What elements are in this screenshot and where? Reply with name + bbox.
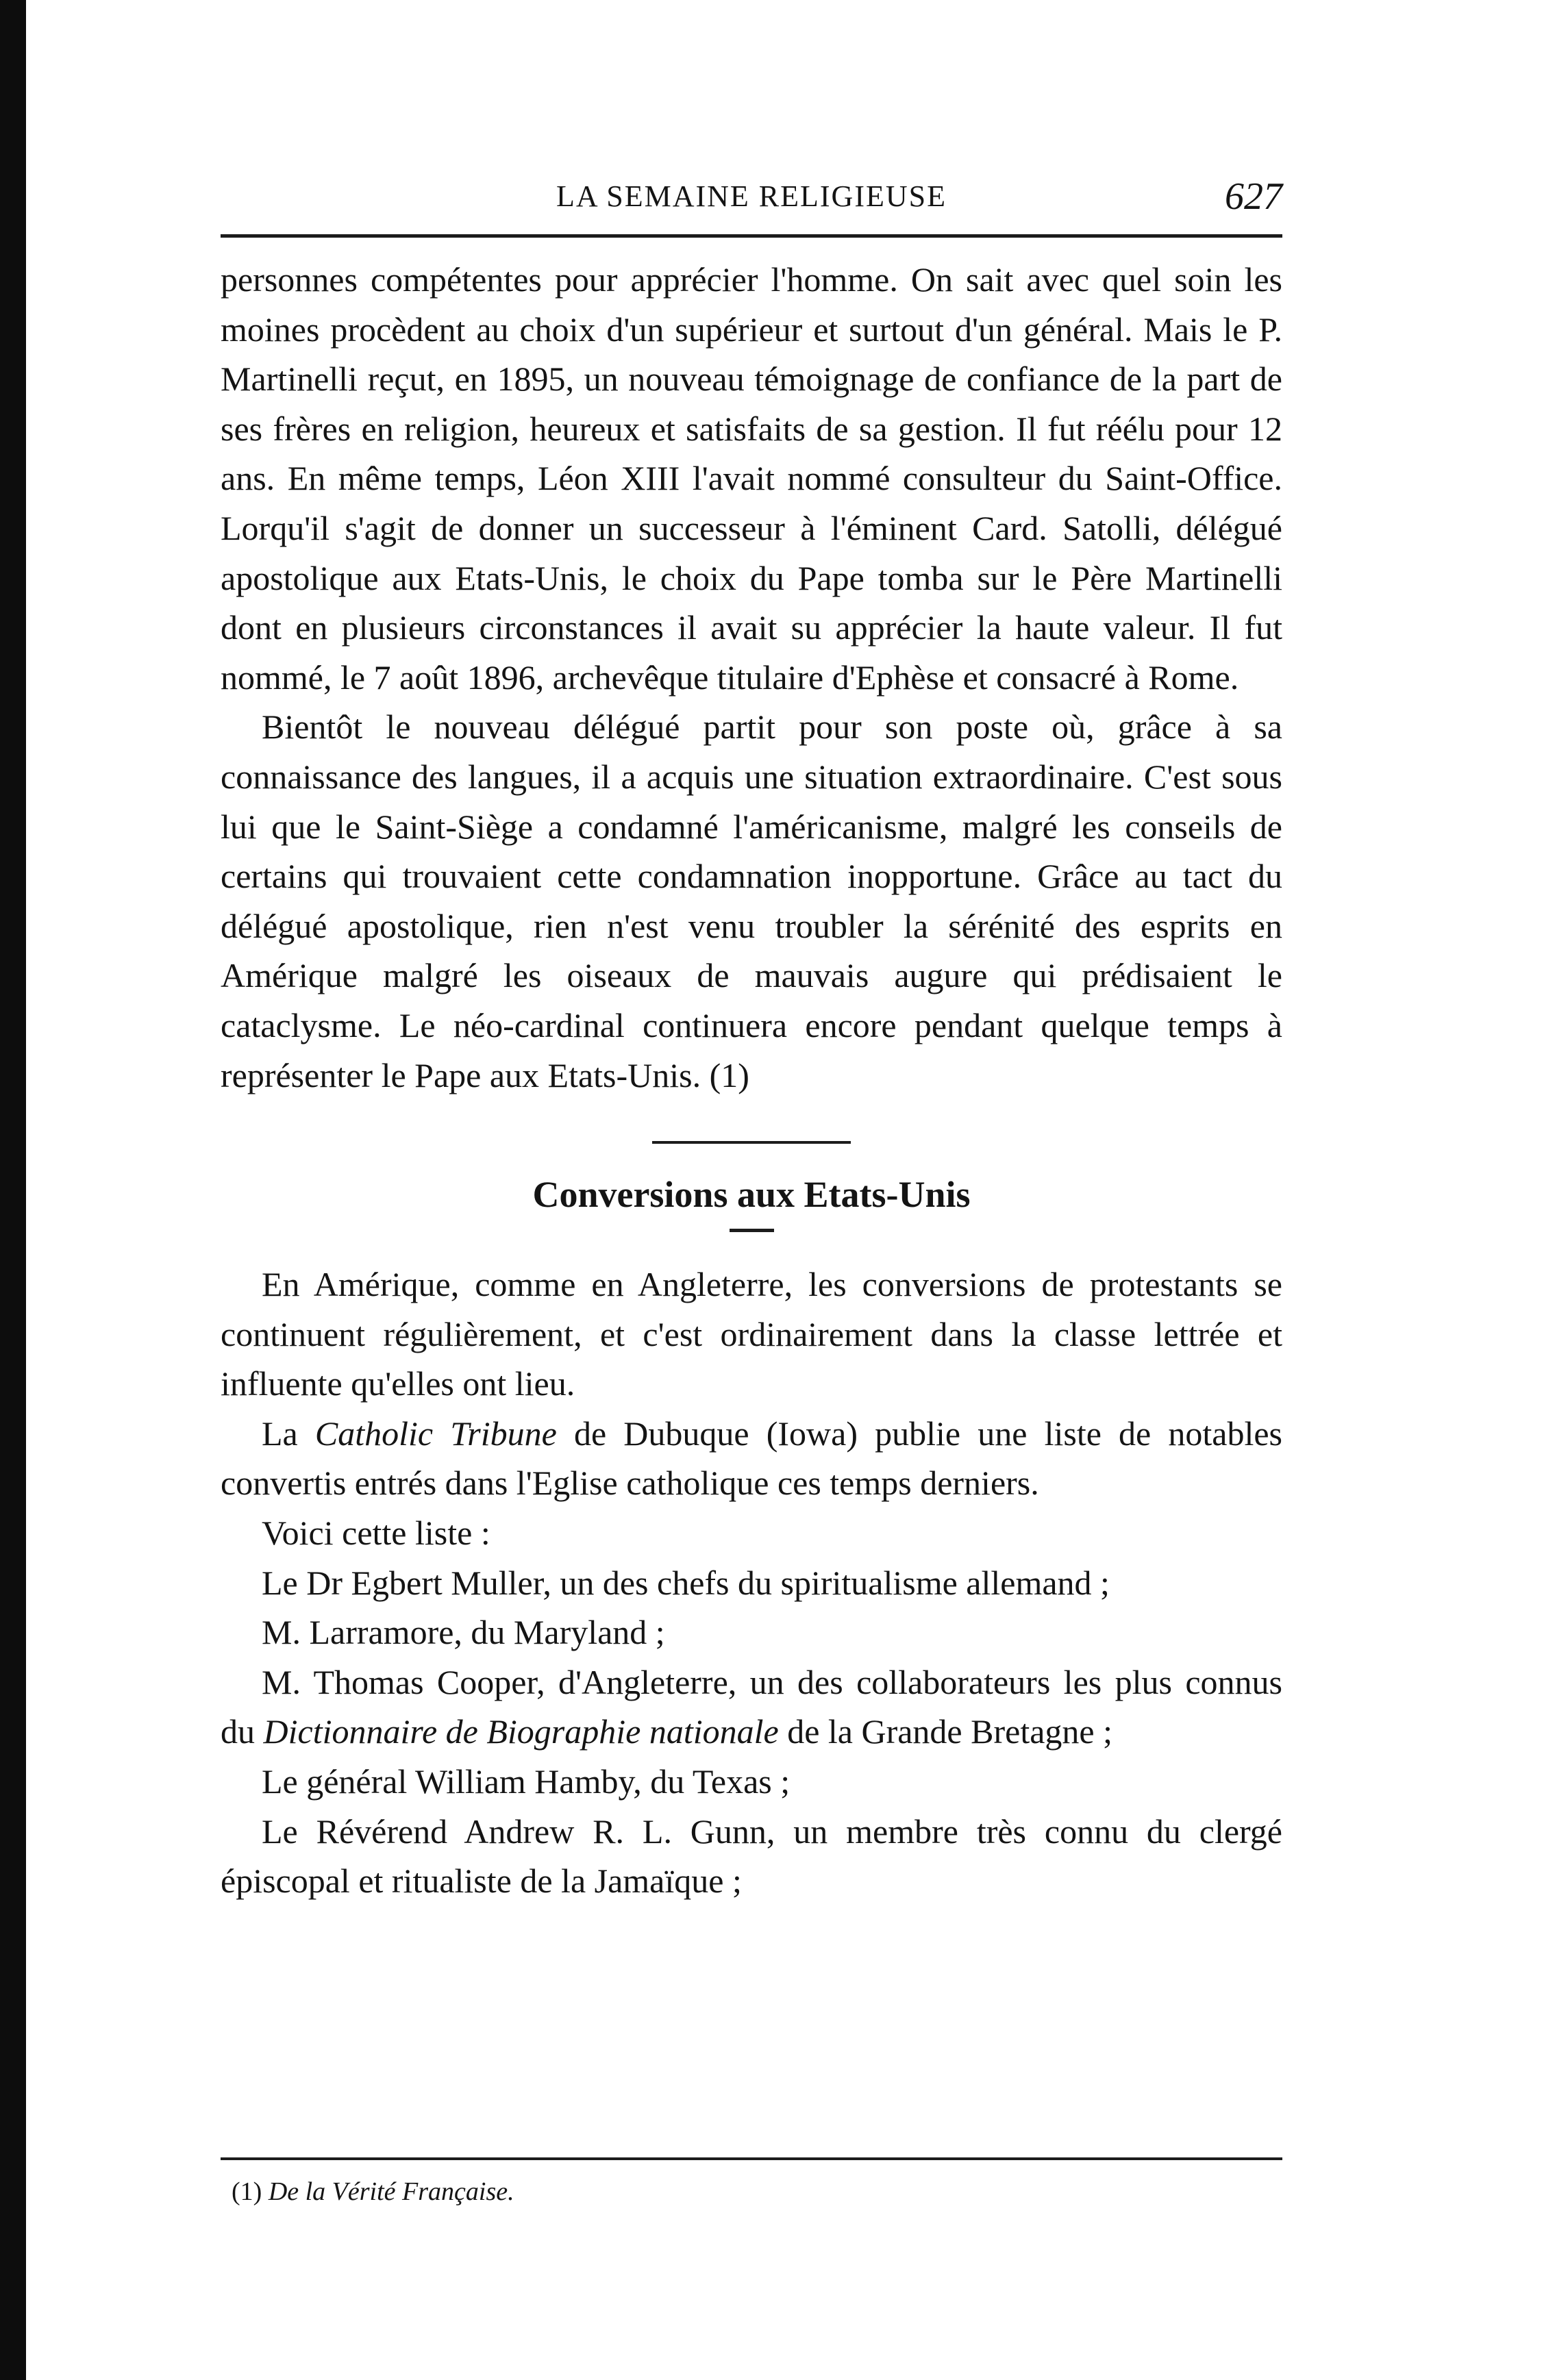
paragraph-continuation: personnes compétentes pour apprécier l'homme. On sait avec quel soin les moines procèdent au choix d'un supérieur et surtout d'un général. Mais le P. Martinelli reçut, en 1895, un nouveau témoignage de confiance de la part de ses frères en religion, heureux et satisfaits de sa gestion. Il fut réélu pour 12 ans. En même temps, Léon XIII l'avait nommé consulteur du Saint-Office. Lorqu'il s'agit de donner un successeur à l'éminent Card. Satolli, délégué apostolique aux Etats-Unis, le choix du Pape tomba sur le Père Martinelli dont en plusieurs circonstances il avait su apprécier la haute valeur. Il fut nommé, le 7 août 1896, archevêque titulaire d'Ephèse et consacré à Rome. — [221, 260, 1282, 697]
section-divider — [652, 1141, 851, 1144]
list-item: Le général William Hamby, du Texas ; — [262, 1762, 791, 1801]
footnote — [232, 2175, 514, 2209]
footnote-text: De la Vérité Française. — [268, 2177, 514, 2206]
footnote-rule — [221, 2157, 1282, 2160]
item3-suffix: de la Grande Bretagne ; — [778, 1712, 1112, 1751]
item3-work: Dictionnaire de Biographie nationale — [263, 1712, 779, 1751]
page-header — [221, 175, 1282, 229]
list-item — [221, 1657, 1282, 1757]
page-number: 627 — [1225, 175, 1282, 218]
header-rule — [221, 234, 1282, 238]
paragraph-delegate: Bientôt le nouveau délégué partit pour son poste où, grâce à sa connaissance des langues, il a acquis une situation extraordinaire. C'est sous lui que le Saint-Siège a condamné l'américanisme, malgré les conseils de certains qui trouvaient cette condamnation inopportune. Grâce au tact du délégué apostolique, rien n'est venu troubler la sérénité des esprits en Amérique malgré les oiseaux de mauvais augure qui prédisaient le cataclysme. Le néo-cardinal continuera encore pendant quelque temps à représenter le Pape aux Etats-Unis. (1) — [221, 707, 1282, 1094]
section-intro: En Amérique, comme en Angleterre, les conversions de protestants se continuent régulièrement, et c'est ordinairement dans la classe lettrée et influente qu'elles ont lieu. — [221, 1265, 1282, 1403]
list-item: Le Révérend Andrew R. L. Gunn, un membre très connu du clergé épiscopal et ritualiste de la Jamaïque ; — [221, 1812, 1282, 1901]
tribune-paragraph — [221, 1409, 1282, 1508]
list-intro: Voici cette liste : — [262, 1514, 490, 1553]
body-text — [221, 255, 1282, 1906]
title-underline — [730, 1229, 774, 1232]
list-item: M. Larramore, du Maryland ; — [262, 1613, 665, 1652]
footnote-marker: (1) — [232, 2177, 262, 2206]
page-binding-edge — [0, 0, 26, 2380]
item3-prefix: M. Thomas Cooper, d'Angleterre, un des collaborateurs les plus connus du — [221, 1662, 1282, 1751]
section-title: Conversions aux Etats-Unis — [532, 1174, 971, 1216]
tribune-prefix: La — [262, 1414, 315, 1453]
list-item: Le Dr Egbert Muller, un des chefs du spiritualisme allemand ; — [262, 1563, 1110, 1602]
tribune-suffix: de Dubuque (Iowa) publie une liste de notables convertis entrés dans l'Eglise catholique ces temps derniers. — [221, 1414, 1282, 1503]
running-title: LA SEMAINE RELIGIEUSE — [556, 179, 947, 213]
tribune-name: Catholic Tribune — [314, 1414, 557, 1453]
